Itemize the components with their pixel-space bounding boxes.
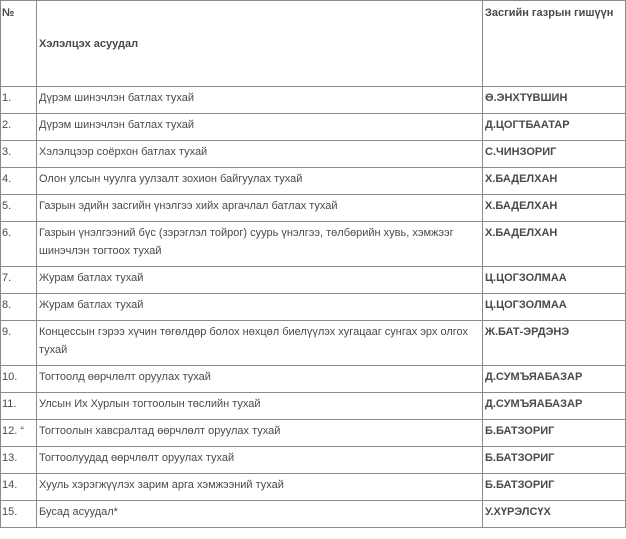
- row-number: 7.: [1, 267, 37, 294]
- table-header-row: [1, 1, 626, 87]
- row-topic: Тогтоолуудад өөрчлөлт оруулах тухай: [37, 447, 483, 474]
- header-member: Засгийн газрын гишүүн: [483, 1, 626, 87]
- row-number: 2.: [1, 114, 37, 141]
- row-member: Ө.ЭНХТҮВШИН: [483, 87, 626, 114]
- row-member: Ж.БАТ-ЭРДЭНЭ: [483, 321, 626, 366]
- table-row: [1, 366, 626, 393]
- table-row: [1, 393, 626, 420]
- row-topic: Олон улсын чуулга уулзалт зохион байгуулах тухай: [37, 168, 483, 195]
- row-number: 12. “: [1, 420, 37, 447]
- table-row: [1, 195, 626, 222]
- row-topic: Тогтоолд өөрчлөлт оруулах тухай: [37, 366, 483, 393]
- row-number: 13.: [1, 447, 37, 474]
- row-member: Х.БАДЕЛХАН: [483, 168, 626, 195]
- row-number: 11.: [1, 393, 37, 420]
- table-row: [1, 222, 626, 267]
- row-topic: Журам батлах тухай: [37, 294, 483, 321]
- table-row: [1, 420, 626, 447]
- row-topic: Журам батлах тухай: [37, 267, 483, 294]
- row-number: 6.: [1, 222, 37, 267]
- row-member: Х.БАДЕЛХАН: [483, 222, 626, 267]
- row-member: Б.БАТЗОРИГ: [483, 420, 626, 447]
- row-number: 5.: [1, 195, 37, 222]
- row-member: С.ЧИНЗОРИГ: [483, 141, 626, 168]
- table-row: [1, 267, 626, 294]
- table-row: [1, 168, 626, 195]
- table-row: [1, 474, 626, 501]
- row-topic: Концессын гэрээ хүчин төгөлдөр болох нөхцөл биелүүлэх хугацааг сунгах эрх олгох тухай: [37, 321, 483, 366]
- row-member: Б.БАТЗОРИГ: [483, 474, 626, 501]
- row-topic: Бусад асуудал*: [37, 501, 483, 528]
- header-topic: Хэлэлцэх асуудал: [37, 1, 483, 87]
- row-topic: Хэлэлцээр соёрхон батлах тухай: [37, 141, 483, 168]
- row-topic: Улсын Их Хурлын тогтоолын төслийн тухай: [37, 393, 483, 420]
- row-member: Х.БАДЕЛХАН: [483, 195, 626, 222]
- row-member: Д.СУМЪЯАБАЗАР: [483, 366, 626, 393]
- row-topic: Газрын үнэлгээний бүс (зэрэглэл тойрог) суурь үнэлгээ, төлбөрийн хувь, хэмжээг шинэчлэн тогтоох тухай: [37, 222, 483, 267]
- table-row: [1, 501, 626, 528]
- table-row: [1, 447, 626, 474]
- header-number: №: [1, 1, 37, 87]
- row-member: Б.БАТЗОРИГ: [483, 447, 626, 474]
- row-member: У.ХҮРЭЛСҮХ: [483, 501, 626, 528]
- row-number: 14.: [1, 474, 37, 501]
- row-topic: Газрын эдийн засгийн үнэлгээ хийх аргачлал батлах тухай: [37, 195, 483, 222]
- table-row: [1, 141, 626, 168]
- table-row: [1, 87, 626, 114]
- row-number: 3.: [1, 141, 37, 168]
- row-member: Д.ЦОГТБААТАР: [483, 114, 626, 141]
- row-number: 4.: [1, 168, 37, 195]
- row-topic: Дүрэм шинэчлэн батлах тухай: [37, 87, 483, 114]
- row-number: 10.: [1, 366, 37, 393]
- row-member: Ц.ЦОГЗОЛМАА: [483, 294, 626, 321]
- row-member: Д.СУМЪЯАБАЗАР: [483, 393, 626, 420]
- row-topic: Дүрэм шинэчлэн батлах тухай: [37, 114, 483, 141]
- row-number: 9.: [1, 321, 37, 366]
- row-topic: Тогтоолын хавсралтад өөрчлөлт оруулах тухай: [37, 420, 483, 447]
- row-topic: Хууль хэрэгжүүлэх зарим арга хэмжээний тухай: [37, 474, 483, 501]
- table-row: [1, 321, 626, 366]
- table-row: [1, 294, 626, 321]
- row-number: 8.: [1, 294, 37, 321]
- row-member: Ц.ЦОГЗОЛМАА: [483, 267, 626, 294]
- row-number: 15.: [1, 501, 37, 528]
- row-number: 1.: [1, 87, 37, 114]
- table-row: [1, 114, 626, 141]
